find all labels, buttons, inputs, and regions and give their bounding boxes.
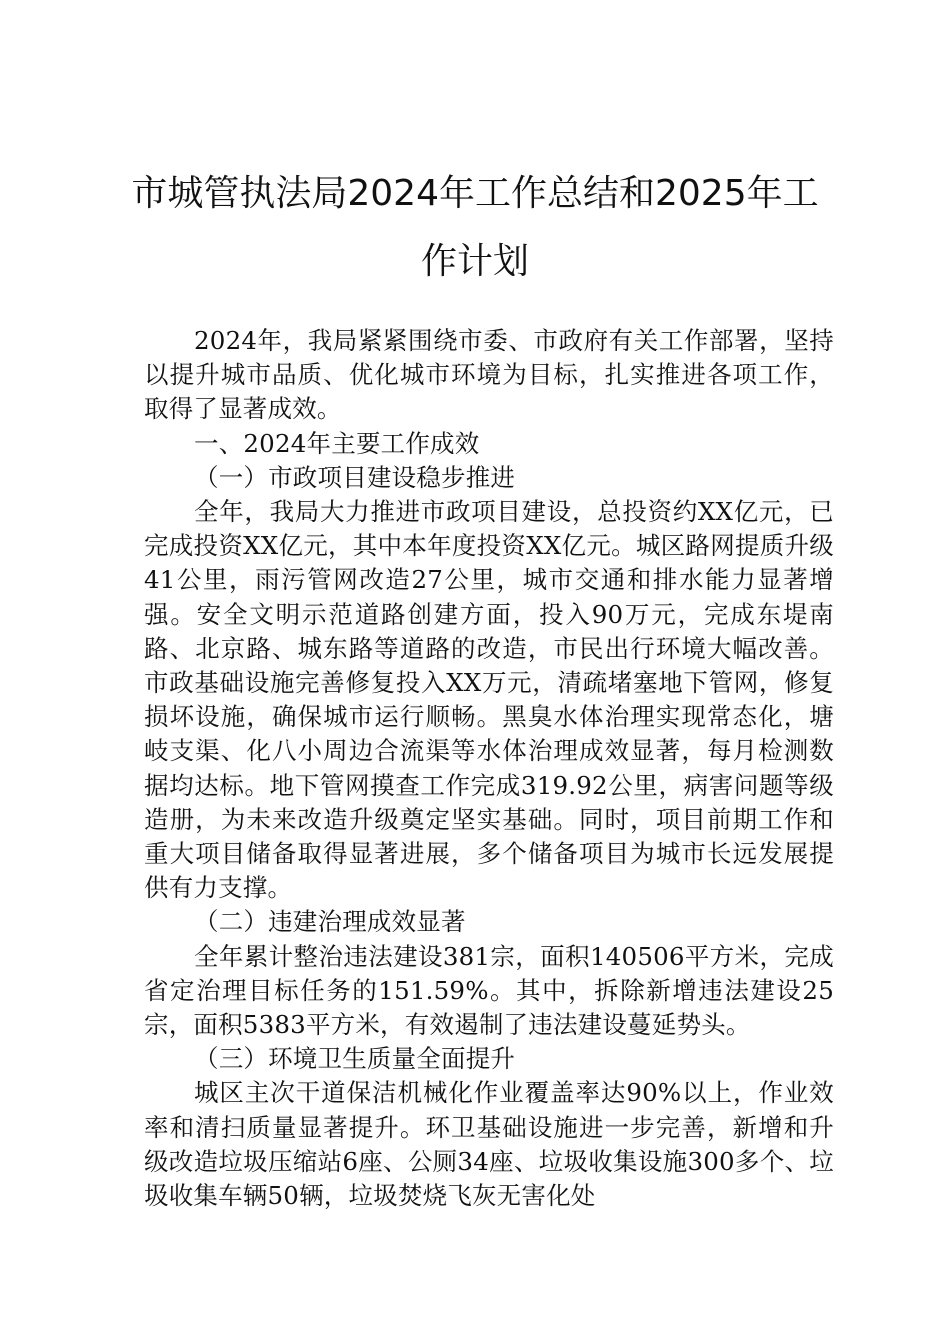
body-paragraph: 全年，我局大力推进市政项目建设，总投资约XX亿元，已完成投资XX亿元，其中本年度投资XX亿元。城区路网提质升级41公里，雨污管网改造27公里，城市交通和排水能力显著增强。安全文明示范道路创建方面，投入90万元，完成东堤南路、北京路、城东路等道路的改造，市民出行环境大幅改善。市政基础设施完善修复投入XX万元，清疏堵塞地下管网，修复损坏设施，确保城市运行顺畅。黑臭水体治理实现常态化，塘岐支渠、化八小周边合流渠等水体治理成效显著，每月检测数据均达标。地下管网摸查工作完成319.92公里，病害问题等级造册，为未来改造升级奠定坚实基础。同时，项目前期工作和重大项目储备取得显著进展，多个储备项目为城市长远发展提供有力支撑。 [144, 497, 834, 903]
subsection-heading: （二）违建治理成效显著 [194, 907, 466, 937]
document-body [144, 324, 834, 1213]
document-title: 市城管执法局2024年工作总结和2025年工作计划 [131, 173, 819, 282]
section-heading: 一、2024年主要工作成效 [194, 428, 480, 458]
body-paragraph: 全年累计整治违法建设381宗，面积140506平方米，完成省定治理目标任务的151.59%。其中，拆除新增违法建设25宗，面积5383平方米，有效遏制了违法建设蔓延势头。 [144, 941, 834, 1040]
subsection-heading: （一）市政项目建设稳步推进 [194, 462, 516, 492]
intro-paragraph: 2024年，我局紧紧围绕市委、市政府有关工作部署，坚持以提升城市品质、优化城市环境为目标，扎实推进各项工作，取得了显著成效。 [144, 326, 834, 424]
body-paragraph: 城区主次干道保洁机械化作业覆盖率达90%以上，作业效率和清扫质量显著提升。环卫基础设施进一步完善，新增和升级改造垃圾压缩站6座、公厕34座、垃圾收集设施300多个、垃圾收集车辆50辆，垃圾焚烧飞灰无害化处 [144, 1078, 834, 1211]
subsection-heading: （三）环境卫生质量全面提升 [194, 1044, 516, 1074]
